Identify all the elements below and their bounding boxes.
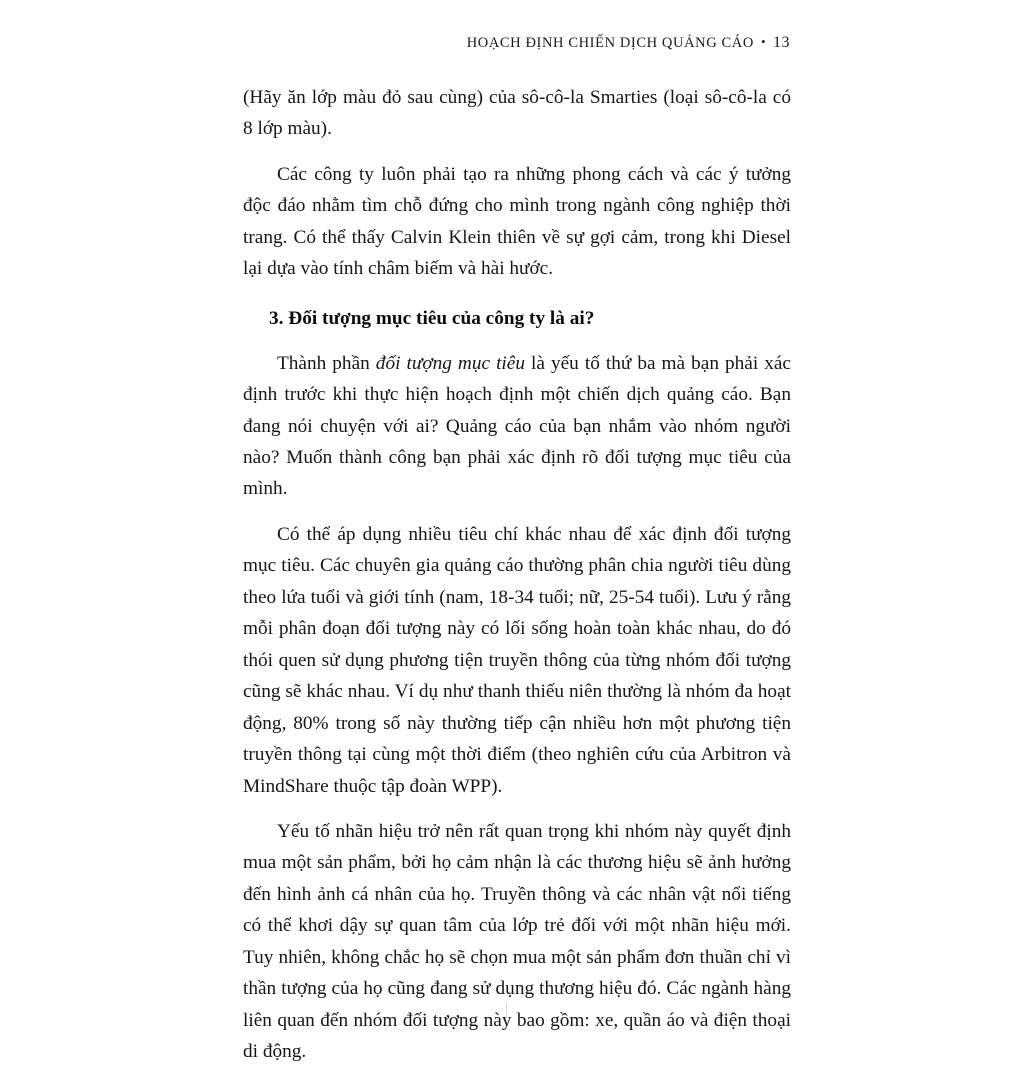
running-head (0, 34, 790, 52)
page-number: 13 (773, 34, 790, 51)
paragraph-4: Có thể áp dụng nhiều tiêu chí khác nhau để xác định đối tượng mục tiêu. Các chuyên gia quảng cáo thường phân chia người tiêu dùng theo lứa tuổi và giới tính (nam, 18-34 tuổi; nữ, 25-54 tuổi). Lưu ý rằng mỗi phân đoạn đối tượng này có lối sống hoàn toàn khác nhau, do đó thói quen sử dụng phương tiện truyền thông của từng nhóm đối tượng cũng sẽ khác nhau. Ví dụ như thanh thiếu niên thường là nhóm đa hoạt động, 80% trong số này thường tiếp cận nhiều hơn một phương tiện truyền thông tại cùng một thời điểm (theo nghiên cứu của Arbitron và MindShare thuộc tập đoàn WPP). (243, 523, 791, 797)
body-text-column (243, 82, 791, 1068)
section-subheading: 3. Đối tượng mục tiêu của công ty là ai? (269, 307, 595, 329)
paragraph-5: Yếu tố nhãn hiệu trở nên rất quan trọng khi nhóm này quyết định mua một sản phẩm, bởi họ cảm nhận là các thương hiệu sẽ ảnh hưởng đến hình ảnh cá nhân của họ. Truyền thông và các nhân vật nổi tiếng có thể khơi dậy sự quan tâm của lớp trẻ đối với một nhãn hiệu mới. Tuy nhiên, không chắc họ sẽ chọn mua một sản phẩm đơn thuần chỉ vì thần tượng của họ cũng đang sử dụng thương hiệu đó. Các ngành hàng liên quan đến nhóm đối tượng này bao gồm: xe, quần áo và điện thoại di động. (243, 821, 791, 1063)
running-head-title: HOẠCH ĐỊNH CHIẾN DỊCH QUẢNG CÁO (466, 35, 754, 51)
paragraph-1: (Hãy ăn lớp màu đỏ sau cùng) của sô-cô-la Smarties (loại sô-cô-la có 8 lớp màu). (243, 87, 791, 140)
running-head-separator: • (760, 34, 766, 49)
page-bottom-mark (506, 1004, 521, 1018)
paragraph-2: Các công ty luôn phải tạo ra những phong cách và các ý tưởng độc đáo nhằm tìm chỗ đứng cho mình trong ngành công nghiệp thời trang. Có thể thấy Calvin Klein thiên về sự gợi cảm, trong khi Diesel lại dựa vào tính châm biếm và hài hước. (243, 163, 791, 280)
paragraph-3-emphasis: đối tượng mục tiêu (375, 352, 525, 374)
paragraph-3 (243, 348, 791, 505)
paragraph-3-rest: là yếu tố thứ ba mà bạn phải xác định trước khi thực hiện hoạch định một chiến dịch quảng cáo. Bạn đang nói chuyện với ai? Quảng cáo của bạn nhắm vào nhóm người nào? Muốn thành công bạn phải xác định rõ đối tượng mục tiêu của mình. (243, 352, 791, 500)
paragraph-3-lead: Thành phần (277, 352, 376, 374)
